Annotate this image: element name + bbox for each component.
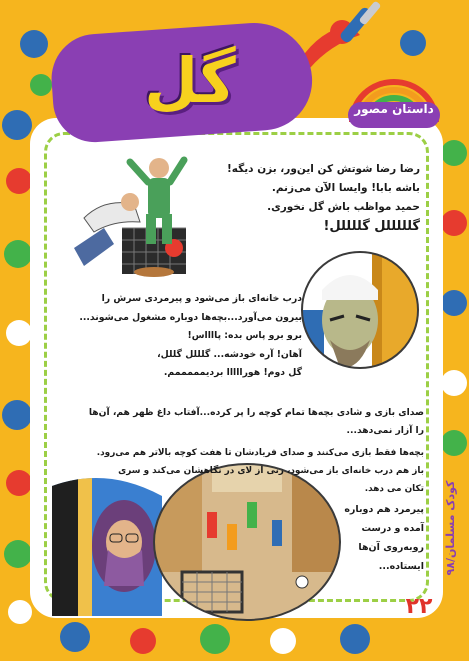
decor-dot: [6, 320, 32, 346]
decor-dot: [8, 600, 32, 624]
old-man-illustration: [300, 250, 420, 370]
story-paragraph-1: [196, 160, 420, 236]
story-paragraph-4: [54, 444, 424, 498]
decor-dot: [4, 540, 32, 568]
page-title: گل: [144, 44, 236, 117]
decor-dot: [4, 240, 32, 268]
story-line: پیرمرد هم دوباره: [344, 504, 424, 515]
story-line: گل دوم! هورااااا بردیمممممم.: [163, 367, 302, 378]
series-badge: داستان مصور: [354, 102, 434, 116]
decor-dot: [441, 370, 467, 396]
decor-dot: [2, 110, 32, 140]
decor-dot: [400, 30, 426, 56]
decor-dot: [200, 624, 230, 654]
story-line: باشه بابا! وایسا الآن می‌زنم.: [271, 182, 420, 194]
decor-dot: [6, 168, 32, 194]
story-line: روبه‌روی آن‌ها: [358, 542, 424, 553]
story-line: بیرون می‌آورد...بچه‌ها دوباره مشغول می‌شوند...: [79, 311, 302, 323]
decor-dot: [2, 400, 32, 430]
decor-dot: [60, 622, 90, 652]
story-line: برو برو پاس بده: پااااس!: [187, 330, 302, 341]
decor-dot: [20, 30, 48, 58]
story-paragraph-3: [54, 404, 424, 440]
decor-dot: [441, 430, 467, 456]
story-line: بچه‌ها فقط بازی می‌کنند و صدای فریادشان تا هفت کوچه بالاتر هم می‌رود.: [96, 448, 424, 458]
decor-dot: [340, 624, 370, 654]
decor-dot: [441, 140, 467, 166]
story-line: آمده و درست: [361, 523, 424, 534]
magazine-name: کودک مسلمان/۹۸: [444, 480, 457, 576]
story-line: رضا رضا شوتش کن این‌ور، بزن دیگه!: [226, 163, 420, 175]
page-number: ۲۲: [405, 594, 433, 619]
decor-dot: [30, 74, 52, 96]
story-line: آهان! آره خودشه... گلللل گللل،: [157, 348, 302, 360]
decor-dot: [270, 628, 296, 654]
decor-dot: [441, 210, 467, 236]
story-line: ایستاده...: [378, 561, 424, 572]
story-paragraph-2: [66, 290, 302, 383]
decor-dot: [441, 290, 467, 316]
story-line: باز هم درب خانه‌ای باز می‌شود، زنی از لای در نگاهشان می‌کند و سری: [118, 466, 424, 476]
decor-dot: [130, 628, 156, 654]
story-line: تکان می دهد.: [364, 484, 424, 494]
story-line: گلللللل گللللل!: [323, 219, 420, 234]
story-paragraph-5: [330, 500, 424, 576]
story-line: درب خانه‌ای باز می‌شود و پیرمردی سرش را: [101, 293, 302, 304]
magazine-side-label: [440, 470, 466, 590]
story-line: حمید مواظب باش گل نخوری.: [267, 201, 420, 213]
story-line: را آزار نمی‌دهد...: [346, 425, 424, 436]
decor-dot: [6, 470, 32, 496]
story-line: صدای بازی و شادی بچه‌ها تمام کوچه را پر کرده...آفتاب داغ ظهر هم، آن‌ها: [88, 407, 424, 418]
boys-playing-illustration: [64, 148, 204, 278]
